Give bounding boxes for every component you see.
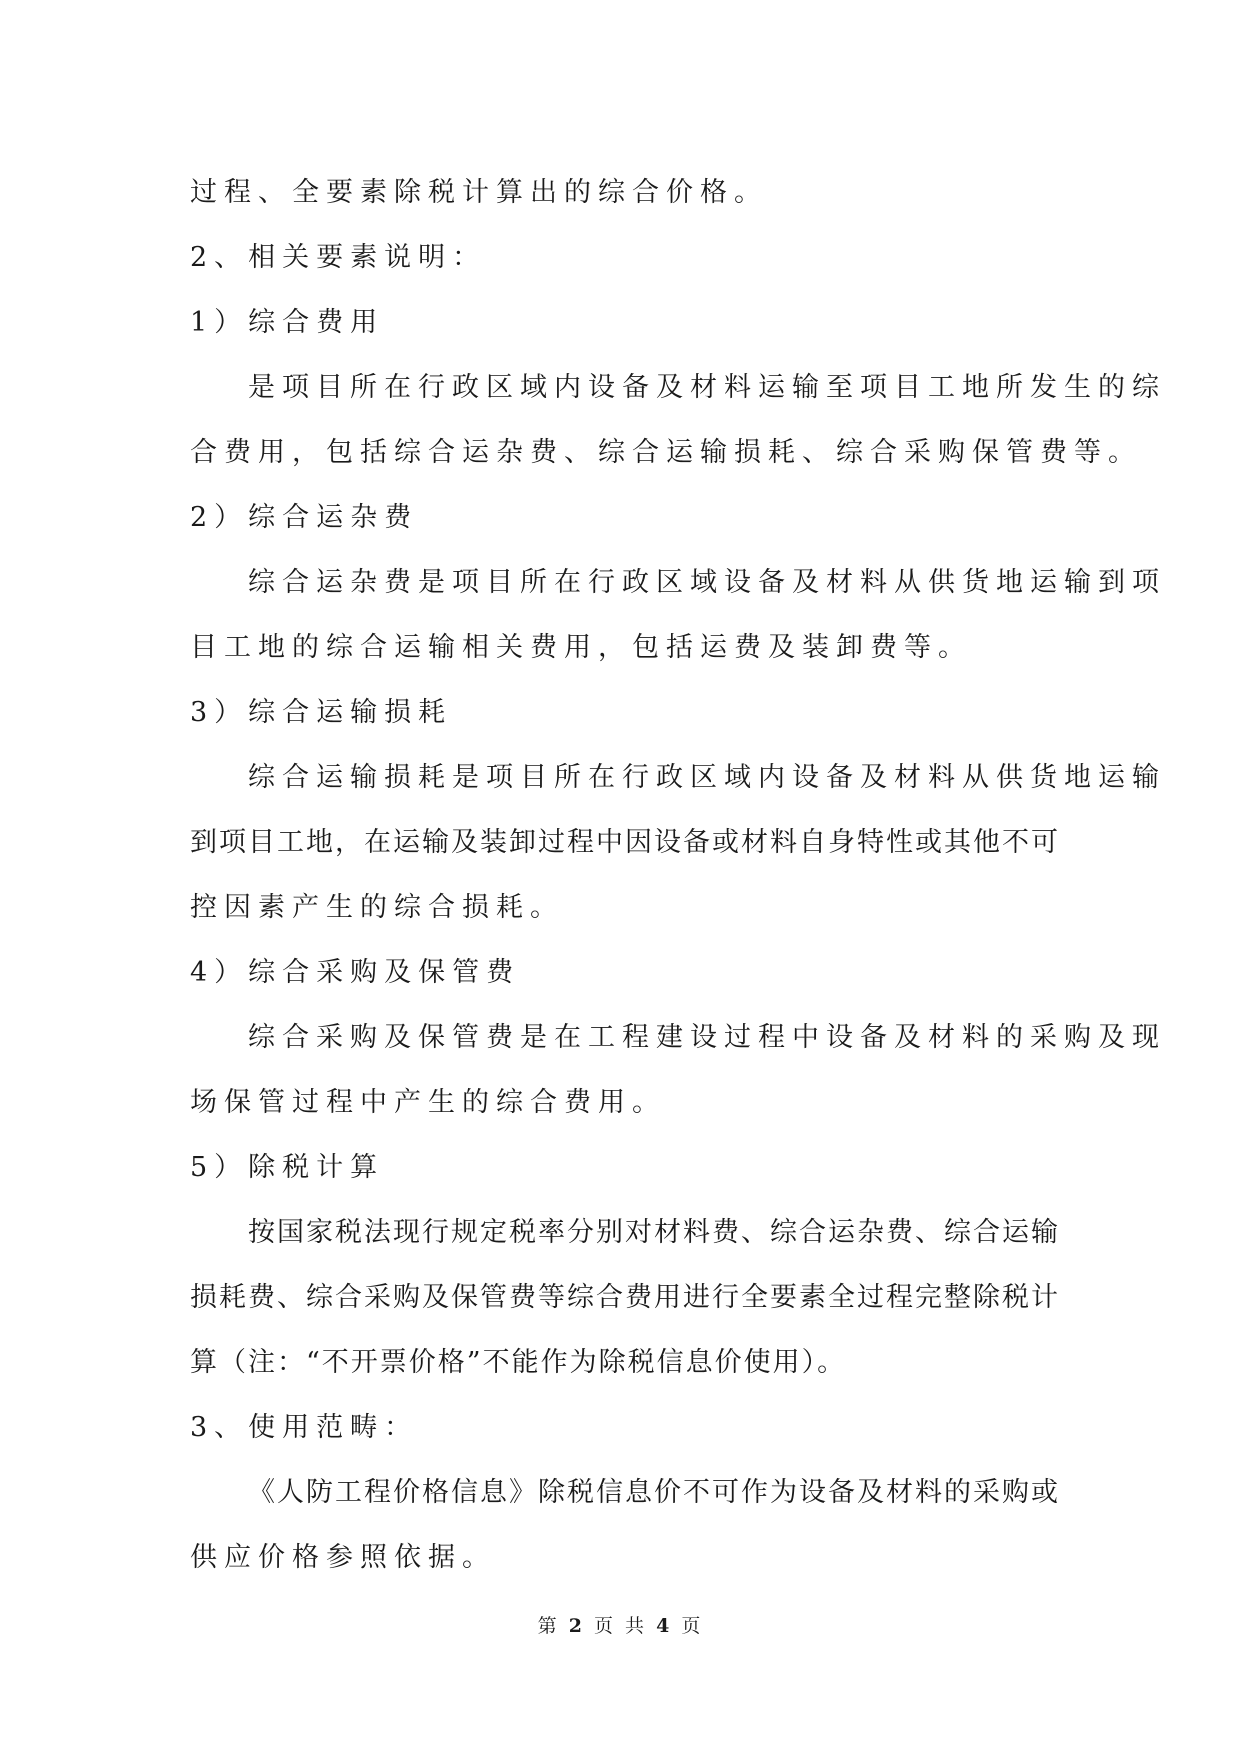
text-line: 过程、全要素除税计算出的综合价格。 [190, 177, 768, 208]
body-text [190, 160, 1166, 1590]
text-line: 是项目所在行政区域内设备及材料运输至项目工地所发生的综 [248, 372, 1166, 403]
text-line: 《人防工程价格信息》除税信息价不可作为设备及材料的采购或 [248, 1477, 1060, 1508]
text-line: 控因素产生的综合损耗。 [190, 892, 564, 923]
footer-suffix: 页 [681, 1615, 704, 1637]
subsection-heading: 4）综合采购及保管费 [190, 957, 521, 988]
text-line: 目工地的综合运输相关费用，包括运费及装卸费等。 [190, 632, 972, 663]
text-line: 供应价格参照依据。 [190, 1542, 496, 1573]
text-line: 综合运杂费是项目所在行政区域设备及材料从供货地运输到项 [248, 567, 1166, 598]
text-line: 合费用，包括综合运杂费、综合运输损耗、综合采购保管费等。 [190, 437, 1142, 468]
text-line: 按国家税法现行规定税率分别对材料费、综合运杂费、综合运输 [248, 1217, 1060, 1248]
footer-prefix: 第 [537, 1615, 560, 1637]
text-line: 综合采购及保管费是在工程建设过程中设备及材料的采购及现 [248, 1022, 1166, 1053]
section-heading: 3、使用范畴： [190, 1412, 419, 1443]
footer-middle: 页 共 [593, 1615, 648, 1637]
text-line: 损耗费、综合采购及保管费等综合费用进行全要素全过程完整除税计 [190, 1282, 1060, 1313]
subsection-heading: 3）综合运输损耗 [190, 697, 453, 728]
page-number: 2 [568, 1615, 585, 1637]
text-line: 算（注：“不开票价格”不能作为除税信息价使用）。 [190, 1347, 847, 1378]
subsection-heading: 5）除税计算 [190, 1152, 385, 1183]
text-line: 综合运输损耗是项目所在行政区域内设备及材料从供货地运输 [248, 762, 1166, 793]
subsection-heading: 1）综合费用 [190, 307, 385, 338]
total-pages: 4 [656, 1615, 673, 1637]
text-line: 到项目工地，在运输及装卸过程中因设备或材料自身特性或其他不可 [190, 827, 1060, 858]
subsection-heading: 2）综合运杂费 [190, 502, 419, 533]
text-line: 场保管过程中产生的综合费用。 [190, 1087, 666, 1118]
page-footer [0, 1611, 1241, 1638]
section-heading: 2、相关要素说明： [190, 242, 487, 273]
